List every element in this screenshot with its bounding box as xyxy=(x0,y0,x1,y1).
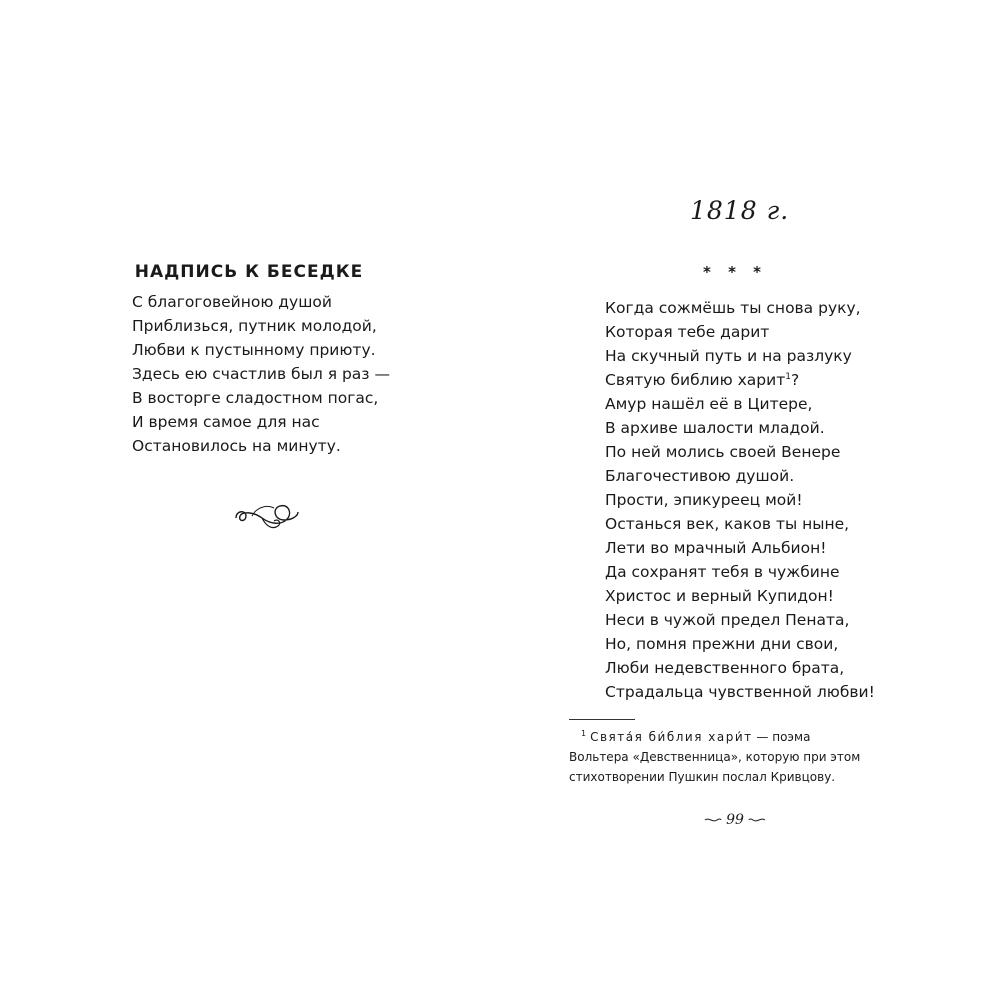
poem-line: Благочестивою душой. xyxy=(605,467,795,485)
poem-line: И время самое для нас xyxy=(132,413,320,431)
poem-stanza xyxy=(132,290,432,458)
poem-line: Но, помня прежни дни свои, xyxy=(605,635,839,653)
poem-line: Остановилось на минуту. xyxy=(132,437,341,455)
poem-line: В архиве шалости младой. xyxy=(605,419,825,437)
swash-left-icon xyxy=(704,815,722,825)
footnote-divider xyxy=(569,719,635,720)
poem-line: На скучный путь и на разлуку xyxy=(605,347,852,365)
poem-line: Да сохранят тебя в чужбине xyxy=(605,563,840,581)
right-page-poem xyxy=(605,296,925,704)
poem-line: Когда сожмёшь ты снова руку, xyxy=(605,299,861,317)
poem-line: По ней молись своей Венере xyxy=(605,443,841,461)
poem-line: Которая тебе дарит xyxy=(605,323,770,341)
swash-right-icon xyxy=(748,815,766,825)
section-stars: * * * xyxy=(703,263,767,281)
poem-line: С благоговейною душой xyxy=(132,293,332,311)
flourish-ornament-icon xyxy=(232,496,302,536)
left-page-poem xyxy=(132,262,432,458)
poem-line: Любви к пустынному приюту. xyxy=(132,341,376,359)
year-heading: 1818 г. xyxy=(690,196,790,225)
poem-line: Здесь ею счастлив был я раз — xyxy=(132,365,390,383)
poem-line: Приблизься, путник молодой, xyxy=(132,317,377,335)
poem-line: В восторге сладостном погас, xyxy=(132,389,379,407)
footnote xyxy=(569,727,869,787)
poem-title: НАДПИСЬ К БЕСЕДКЕ xyxy=(134,262,364,282)
footnote-term: Свята́я би́блия хари́т xyxy=(590,730,753,744)
poem-line: Христос и верный Купидон! xyxy=(605,587,834,605)
page-number-block xyxy=(690,810,780,830)
page-number: 99 xyxy=(726,812,744,828)
poem-line-text: Святую библию харит xyxy=(605,371,786,389)
poem-line: Люби недевственного брата, xyxy=(605,659,845,677)
poem-line: Неси в чужой предел Пената, xyxy=(605,611,850,629)
poem-line: Страдальца чувственной любви! xyxy=(605,683,875,701)
footnote-reference[interactable]: 1 xyxy=(785,371,791,382)
poem-line: Амур нашёл её в Цитере, xyxy=(605,395,813,413)
footnote-marker: 1 xyxy=(581,729,587,738)
poem-line: Лети во мрачный Альбион! xyxy=(605,539,827,557)
poem-line-suffix: ? xyxy=(790,371,800,389)
poem-line: Прости, эпикуреец мой! xyxy=(605,491,803,509)
footnote-text: — поэма Вольтера «Девственница», которую при этом стихотворении Пушкин послал Кривцову. xyxy=(569,730,861,784)
poem-line-with-footnote xyxy=(605,368,925,392)
poem-line: Останься век, каков ты ныне, xyxy=(605,515,850,533)
